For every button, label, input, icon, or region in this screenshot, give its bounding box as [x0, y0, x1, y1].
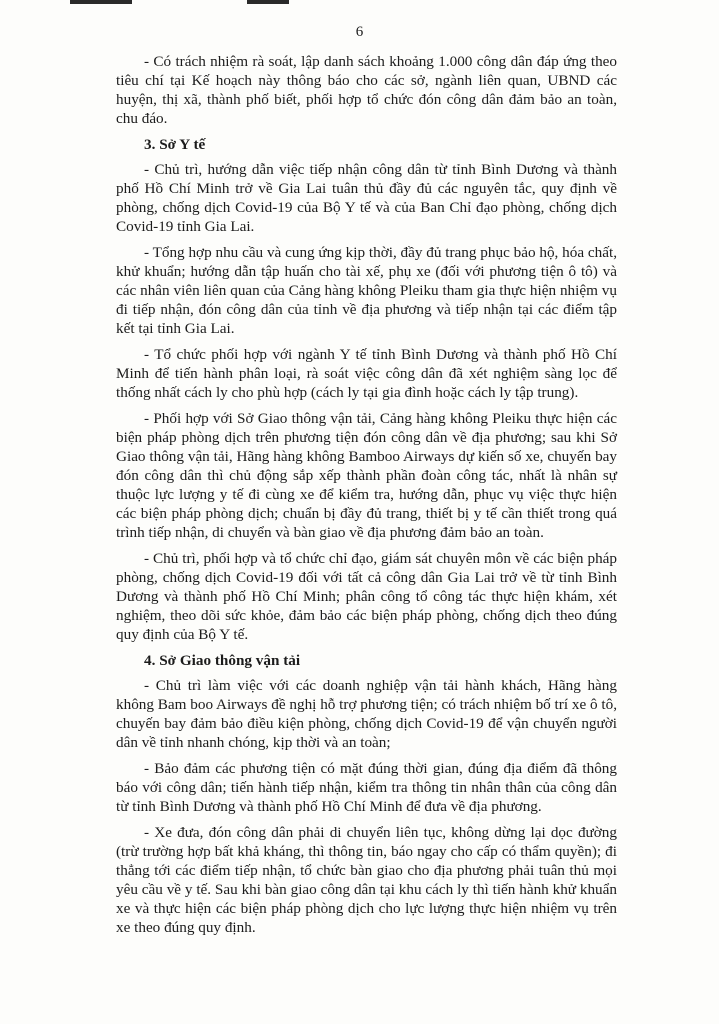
section-heading-health: 3. Sở Y tế	[144, 136, 206, 153]
transport-paragraph-3: - Xe đưa, đón công dân phải di chuyển liên tục, không dừng lại dọc đường (trừ trường hợp bất khả kháng, thì thông tin, báo ngay cho cấp có thẩm quyền); đi thẳng tới các điểm tiếp nhận, tổ chức bàn giao cho địa phương phải tuân thủ mọi yêu cầu về y tế. Sau khi bàn giao công dân tại khu cách ly thì tiến hành khử khuẩn xe và thực hiện các biện pháp phòng dịch cho lực lượng thực hiện nhiệm vụ trên xe theo đúng quy định.	[116, 824, 617, 936]
section-heading-transport: 4. Sở Giao thông vận tải	[144, 652, 301, 669]
top-scan-mark-left	[70, 0, 132, 4]
page-number: 6	[355, 24, 364, 40]
health-paragraph-4: - Phối hợp với Sở Giao thông vận tải, Cảng hàng không Pleiku thực hiện các biện pháp phòng dịch trên phương tiện đón công dân về địa phương; sau khi Sở Giao thông vận tải, Hãng hàng không Bamboo Airways dự kiến số xe, chuyến bay đón công dân thì chủ động sắp xếp thành phần đoàn công tác, nhất là nhân sự thuộc lực lượng y tế đi cùng xe để kiểm tra, hướng dẫn, phục vụ việc thực hiện các biện pháp phòng dịch; chuẩn bị đầy đủ trang, thiết bị y tế cần thiết trong quá trình tiếp nhận, di chuyển và bàn giao về địa phương đảm bảo an toàn.	[116, 410, 617, 541]
health-paragraph-1: - Chủ trì, hướng dẫn việc tiếp nhận công dân từ tỉnh Bình Dương và thành phố Hồ Chí Minh trở về Gia Lai tuân thủ đầy đủ các nguyên tắc, quy định về phòng, chống dịch Covid-19 của Bộ Y tế và của Ban Chỉ đạo phòng, chống dịch Covid-19 tỉnh Gia Lai.	[116, 161, 617, 235]
health-paragraph-2: - Tổng hợp nhu cầu và cung ứng kịp thời, đầy đủ trang phục bảo hộ, hóa chất, khử khuẩn; hướng dẫn tập huấn cho tài xế, phụ xe (đối với phương tiện ô tô) và các nhân viên liên quan của Cảng hàng không Pleiku tham gia thực hiện nhiệm vụ đi tiếp nhận, đón công dân của tỉnh về địa phương và tiếp nhận tại các điểm tập kết tại tỉnh Gia Lai.	[116, 244, 617, 337]
transport-paragraph-1: - Chủ trì làm việc với các doanh nghiệp vận tải hành khách, Hãng hàng không Bam boo Airways đề nghị hỗ trợ phương tiện; có trách nhiệm bố trí xe ô tô, chuyến bay đảm bảo điều kiện phòng, chống dịch Covid-19 để vận chuyển người dân về tỉnh nhanh chóng, kịp thời và an toàn;	[116, 677, 617, 751]
health-paragraph-5: - Chủ trì, phối hợp và tổ chức chỉ đạo, giám sát chuyên môn về các biện pháp phòng, chống dịch Covid-19 đối với tất cả công dân Gia Lai trở về từ tỉnh Bình Dương và thành phố Hồ Chí Minh; phân công tổ công tác thực hiện khám, xét nghiệm, theo dõi sức khỏe, đảm bảo các biện pháp phòng, chống dịch theo đúng quy định của Bộ Y tế.	[116, 550, 617, 643]
document-body	[116, 52, 617, 944]
transport-paragraph-2: - Bảo đảm các phương tiện có mặt đúng thời gian, đúng địa điểm đã thông báo với công dân; tiến hành tiếp nhận, kiểm tra thông tin nhân thân của công dân từ tỉnh Bình Dương và thành phố Hồ Chí Minh để đưa về địa phương.	[116, 760, 617, 815]
health-paragraph-3: - Tổ chức phối hợp với ngành Y tế tỉnh Bình Dương và thành phố Hồ Chí Minh để tiến hành phân loại, rà soát việc công dân đã xét nghiệm sàng lọc để thống nhất cách ly cho phù hợp (cách ly tại gia đình hoặc cách ly tập trung).	[116, 346, 617, 401]
intro-paragraph: - Có trách nhiệm rà soát, lập danh sách khoảng 1.000 công dân đáp ứng theo tiêu chí tại Kế hoạch này thông báo cho các sở, ngành liên quan, UBND các huyện, thị xã, thành phố biết, phối hợp tổ chức đón công dân đảm bảo an toàn, chu đáo.	[116, 53, 617, 127]
top-scan-mark-right	[247, 0, 289, 4]
